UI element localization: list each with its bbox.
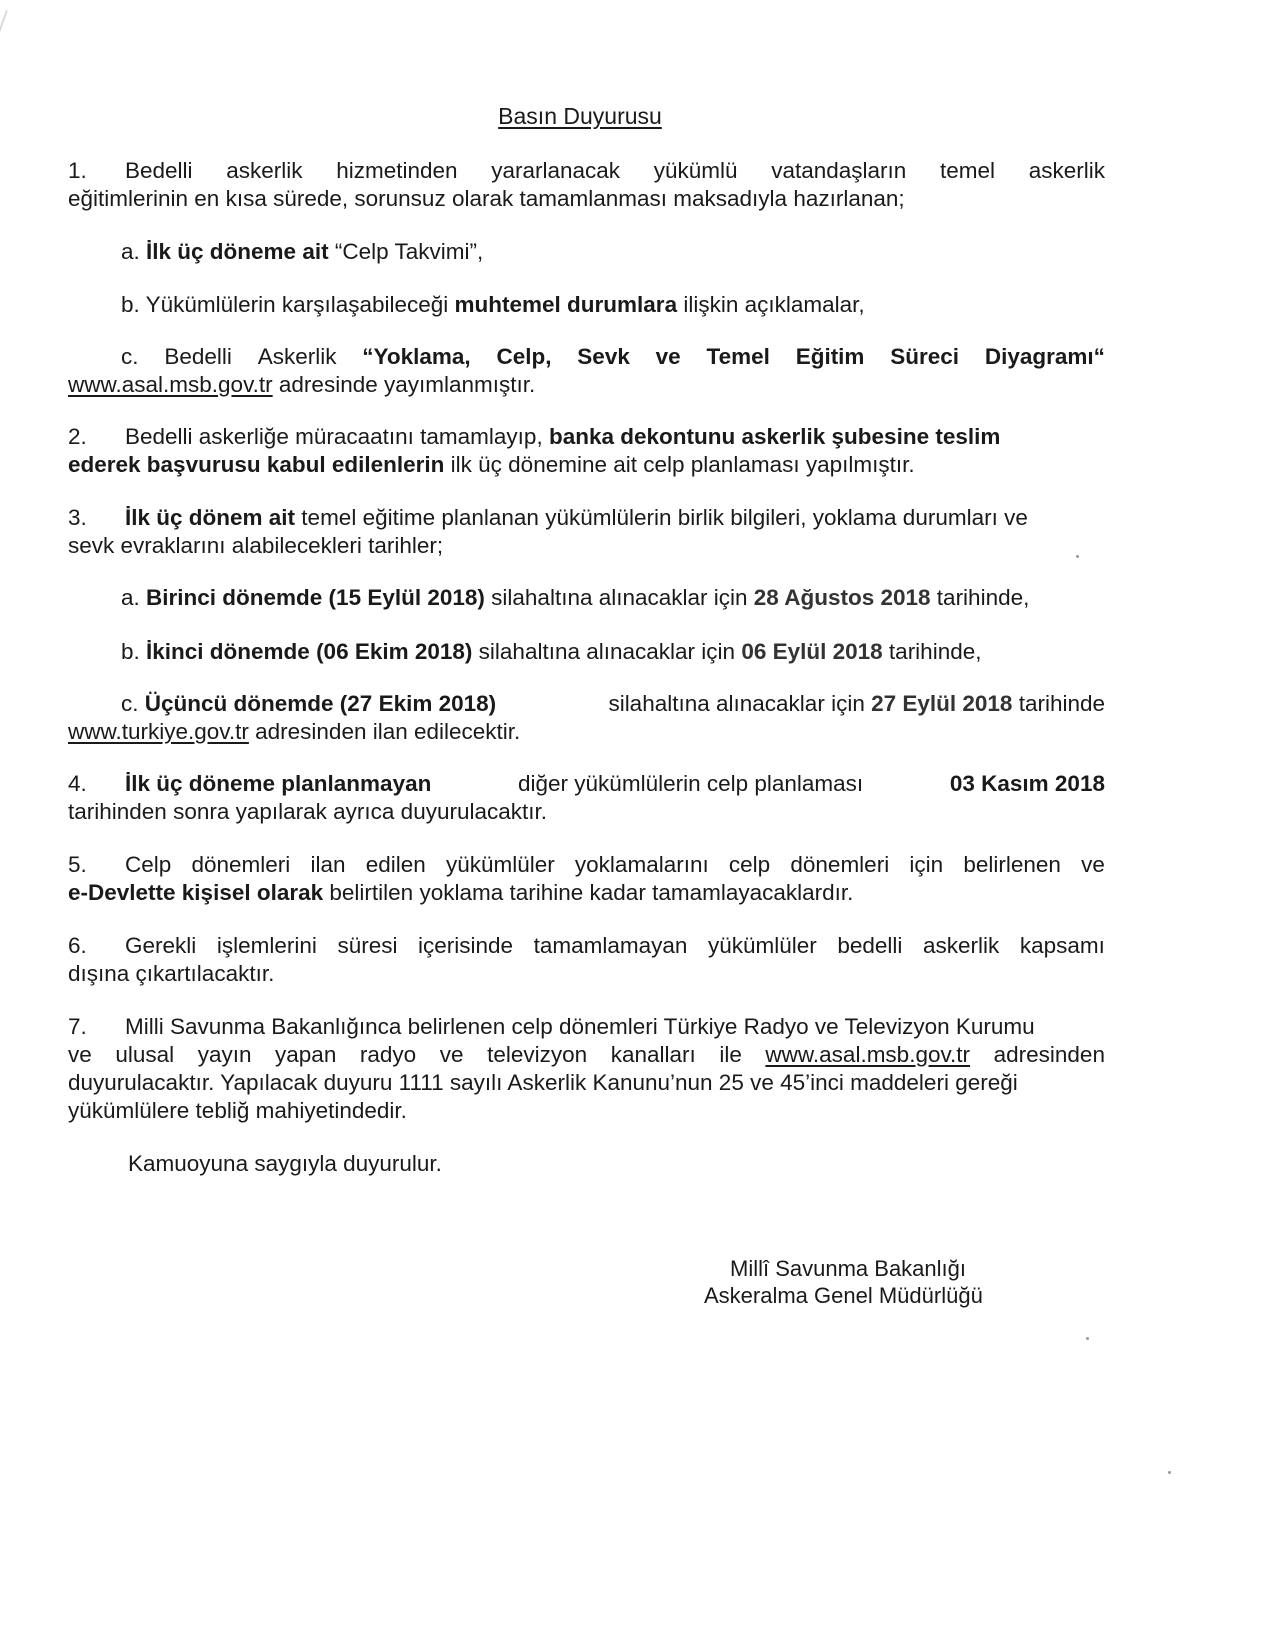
word: Temel — [706, 344, 770, 369]
asal-msb-link[interactable]: www.asal.msb.gov.tr — [765, 1042, 971, 1067]
word: Askerlik — [257, 344, 337, 369]
item-label: a. — [121, 239, 140, 264]
word: askerlik — [226, 158, 303, 183]
p5-line1 — [68, 851, 1105, 879]
word: yayın — [197, 1042, 252, 1067]
p1-item-b — [121, 291, 865, 319]
bold-text: muhtemel durumlara — [454, 292, 678, 317]
item-label: b. — [121, 292, 140, 317]
word: kapsamı — [1019, 933, 1105, 958]
item-text — [121, 690, 496, 718]
scan-speck — [1086, 1337, 1089, 1340]
word: işlemlerini — [216, 933, 317, 958]
word: askerlik — [1028, 158, 1105, 183]
scan-speck — [1168, 1471, 1171, 1474]
paragraph-number: 5. — [68, 852, 87, 877]
word: “Yoklama, — [362, 344, 471, 369]
signature-directorate: Askeralma Genel Müdürlüğü — [704, 1283, 983, 1308]
word: Eğitim — [795, 344, 865, 369]
word: Celp — [125, 852, 172, 877]
word: hizmetinden — [336, 158, 458, 183]
word: yoklamalarını — [574, 852, 709, 877]
word: ilan — [310, 852, 346, 877]
word: dönemleri — [790, 852, 890, 877]
scan-artifact-line — [0, 10, 8, 166]
word: adresinden — [993, 1042, 1105, 1067]
word: yükümlü — [653, 158, 738, 183]
word: ulusal — [115, 1042, 175, 1067]
p7-line2 — [68, 1041, 1105, 1069]
word: celp — [728, 852, 771, 877]
item-label: b. — [121, 639, 140, 664]
para-text: temel eğitime planlanan yükümlülerin birlik bilgileri, yoklama durumları ve — [295, 505, 1028, 530]
word: ve — [68, 1042, 92, 1067]
date-text: 06 Eylül 2018 — [741, 639, 883, 664]
date-text: 03 Kasım 2018 — [949, 771, 1105, 796]
p4-line1 — [68, 770, 1105, 798]
p3-item-c-line1 — [121, 690, 1105, 718]
word: radyo — [359, 1042, 417, 1067]
word: yararlanacak — [491, 158, 621, 183]
mid-text: silahaltına alınacaklar için — [602, 691, 872, 716]
scan-speck — [1076, 555, 1079, 558]
p1-item-a — [121, 238, 483, 266]
item-text: tarihinde, — [930, 585, 1030, 610]
turkiye-gov-link[interactable]: www.turkiye.gov.tr — [68, 719, 249, 744]
item-text — [602, 690, 1105, 718]
bold-text: İlk üç dönem ait — [125, 505, 296, 530]
bold-text: Birinci dönemde (15 Eylül 2018) — [146, 585, 485, 610]
item-text: ilişkin açıklamalar, — [677, 292, 865, 317]
word: Celp, — [496, 344, 552, 369]
item-text: silahaltına alınacaklar için — [484, 585, 754, 610]
p5-line2 — [68, 879, 853, 907]
closing-text: Kamuoyuna saygıyla duyurulur. — [128, 1151, 442, 1176]
para-text: ilk üç dönemine ait celp planlaması yapılmıştır. — [444, 452, 915, 477]
p3-line1 — [68, 504, 1028, 532]
word: dönemleri — [191, 852, 291, 877]
bold-text: İkinci dönemde (06 Ekim 2018) — [146, 639, 473, 664]
paragraph-number: 2. — [68, 424, 87, 449]
p7-line4: yükümlülere tebliğ mahiyetindedir. — [68, 1098, 407, 1123]
word: ve — [439, 1042, 464, 1067]
p7-line1 — [68, 1013, 1035, 1041]
word: Bedelli — [164, 344, 232, 369]
p3-item-c-line2 — [68, 718, 520, 746]
p3-line2: sevk evraklarını alabilecekleri tarihler; — [68, 533, 444, 558]
paragraph-number: 7. — [68, 1014, 87, 1039]
word: kanalları — [610, 1042, 696, 1067]
item-text: adresinden ilan edilecektir. — [248, 719, 521, 744]
p7-line3: duyurulacaktır. Yapılacak duyuru 1111 sayılı Askerlik Kanunu’nun 25 ve 45’inci maddeleri gereği — [68, 1070, 1018, 1095]
word: için — [909, 852, 944, 877]
word: içerisinde — [418, 933, 514, 958]
word: yapan — [275, 1042, 337, 1067]
p3-item-b — [121, 638, 981, 666]
rest-text: tarihinde — [1012, 691, 1105, 716]
word: Diyagramı“ — [984, 344, 1105, 369]
paragraph-number: 6. — [68, 933, 87, 958]
p1-item-c-line2 — [68, 371, 535, 399]
word: temel — [940, 158, 996, 183]
para-start — [68, 157, 193, 185]
word: Süreci — [890, 344, 960, 369]
word: yükümlüler — [445, 852, 555, 877]
p2-line1 — [68, 423, 1000, 451]
paragraph-number: 3. — [68, 505, 87, 530]
word: tamamlamayan — [533, 933, 688, 958]
para-text: Milli Savunma Bakanlığınca belirlenen celp dönemleri Türkiye Radyo ve Televizyon Kurumu — [125, 1014, 1035, 1039]
bold-text: İlk üç döneme ait — [146, 239, 329, 264]
word: ile — [719, 1042, 742, 1067]
date-text: 27 Eylül 2018 — [871, 691, 1013, 716]
item-text: tarihinde, — [882, 639, 982, 664]
item-text: adresinde yayımlanmıştır. — [272, 372, 536, 397]
bold-text: Üçüncü dönemde (27 Ekim 2018) — [144, 691, 497, 716]
asal-msb-link[interactable]: www.asal.msb.gov.tr — [68, 372, 273, 397]
p3-item-a — [121, 584, 1029, 612]
para-text: belirtilen yoklama tarihine kadar tamamlayacaklardır. — [323, 880, 854, 905]
signature-ministry: Millî Savunma Bakanlığı — [730, 1256, 966, 1281]
p2-line2 — [68, 451, 915, 479]
date-text: 28 Ağustos 2018 — [753, 585, 931, 610]
word: Sevk — [577, 344, 630, 369]
item-label: c. — [121, 691, 139, 716]
bold-text: ederek başvurusu kabul edilenlerin — [68, 452, 445, 477]
p1-item-c-line1 — [121, 343, 1105, 371]
para-start — [68, 770, 431, 798]
word: süresi — [337, 933, 398, 958]
para-start — [68, 851, 171, 879]
paragraph-number: c. — [121, 344, 139, 369]
word: ve — [1081, 852, 1105, 877]
p1-line1 — [68, 157, 1105, 185]
bold-text: e-Devlette kişisel olarak — [68, 880, 324, 905]
word: askerlik — [923, 933, 1000, 958]
word: belirlenen — [963, 852, 1061, 877]
p1-line2: eğitimlerinin en kısa sürede, sorunsuz olarak tamamlanması maksadıyla hazırlanan; — [68, 186, 905, 211]
p4-line2: tarihinden sonra yapılarak ayrıca duyurulacaktır. — [68, 799, 548, 824]
paragraph-number: 4. — [68, 771, 87, 796]
p6-line1 — [68, 932, 1105, 960]
item-text: silahaltına alınacaklar için — [472, 639, 742, 664]
item-text: “Celp Takvimi”, — [328, 239, 484, 264]
para-text: diğer yükümlülerin celp planlaması — [518, 771, 864, 796]
word: edilen — [365, 852, 426, 877]
title-text: Basın Duyurusu — [498, 103, 662, 129]
p6-line2: dışına çıkartılacaktır. — [68, 961, 275, 986]
item-text: Yükümlülerin karşılaşabileceği — [145, 292, 455, 317]
item-label: a. — [121, 585, 140, 610]
word: Bedelli — [125, 158, 193, 183]
bold-text: İlk üç döneme planlanmayan — [125, 771, 432, 796]
word: vatandaşların — [771, 158, 907, 183]
bold-text: banka dekontunu askerlik şubesine teslim — [548, 424, 1001, 449]
para-text: Bedelli askerliğe müracaatını tamamlayıp, — [125, 424, 549, 449]
document-title — [0, 103, 1264, 130]
word: ve — [655, 344, 681, 369]
word: televizyon — [487, 1042, 588, 1067]
paragraph-number: 1. — [68, 158, 87, 183]
word: Gerekli — [125, 933, 197, 958]
word: yükümlüler — [708, 933, 817, 958]
para-start — [68, 932, 196, 960]
word: bedelli — [837, 933, 903, 958]
